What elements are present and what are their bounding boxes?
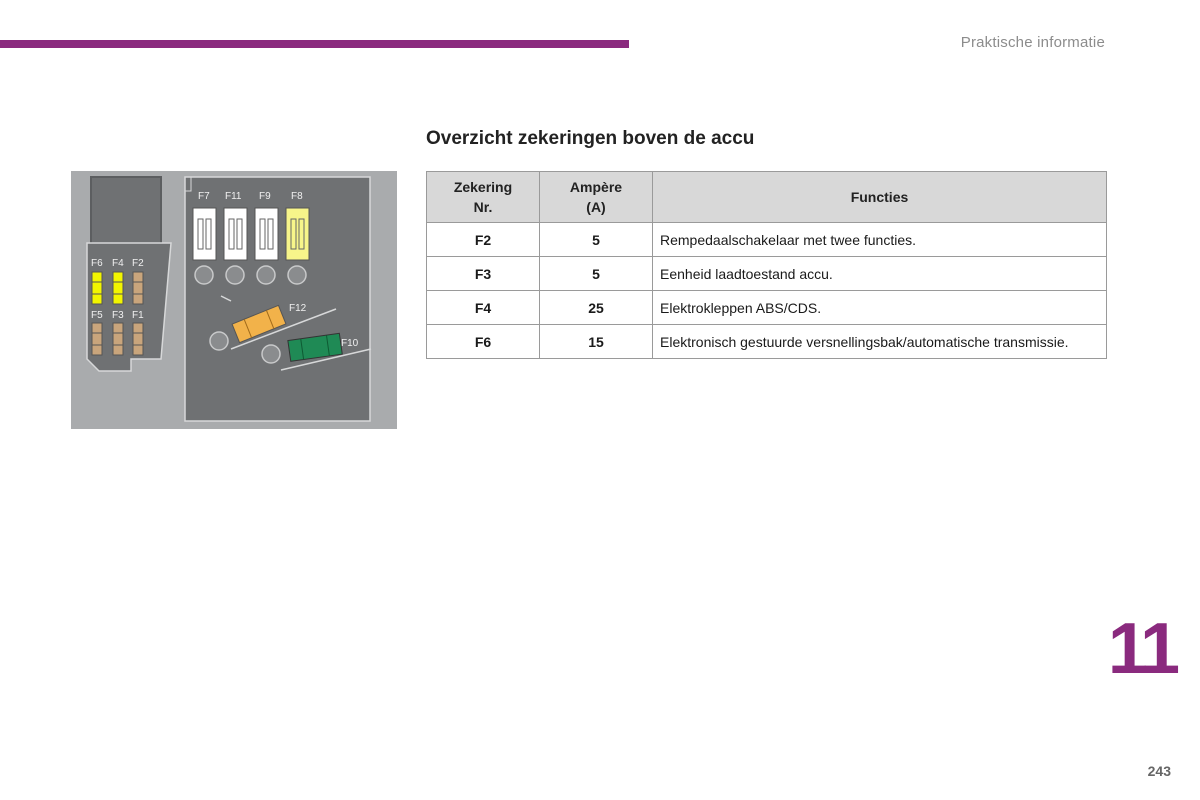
header-fuse-nr-line2: Nr. <box>473 199 493 215</box>
fuse-f1 <box>133 323 143 355</box>
label-f5: F5 <box>91 310 103 321</box>
chapter-number: 11 <box>1107 609 1176 689</box>
function-cell: Rempedaalschakelaar met twee functies. <box>653 223 1107 257</box>
label-f11: F11 <box>225 191 242 202</box>
fuse-f8 <box>286 208 309 260</box>
header-functions: Functies <box>653 172 1107 223</box>
ampere-cell: 15 <box>540 325 653 359</box>
label-f12: F12 <box>289 303 307 314</box>
function-cell: Eenheid laadtoestand accu. <box>653 257 1107 291</box>
header-accent-bar <box>0 40 629 48</box>
fuse-nr-cell: F6 <box>427 325 540 359</box>
header-ampere-line1: Ampère <box>569 179 623 195</box>
label-f1: F1 <box>132 310 144 321</box>
fuse-nr-cell: F4 <box>427 291 540 325</box>
page-title: Overzicht zekeringen boven de accu <box>426 128 755 149</box>
fuse-f3 <box>113 323 123 355</box>
fuse-f4 <box>113 272 123 304</box>
table-row <box>427 223 1107 257</box>
header-ampere-line2: (A) <box>586 199 606 215</box>
table-header-row <box>427 172 1107 223</box>
label-f8: F8 <box>291 191 303 202</box>
table-row <box>427 291 1107 325</box>
function-cell: Elektrokleppen ABS/CDS. <box>653 291 1107 325</box>
fuse-f5 <box>92 323 102 355</box>
label-f7: F7 <box>198 191 210 202</box>
fuse-f9 <box>255 208 278 260</box>
page-number: 243 <box>1147 763 1171 779</box>
fuse-f7 <box>193 208 216 260</box>
fuse-nr-cell: F3 <box>427 257 540 291</box>
fuse-nr-cell: F2 <box>427 223 540 257</box>
ampere-cell: 5 <box>540 223 653 257</box>
fuse-table <box>426 171 1107 359</box>
label-f4: F4 <box>112 258 124 269</box>
function-cell: Elektronisch gestuurde versnellingsbak/automatische transmissie. <box>653 325 1107 359</box>
header-fuse-nr <box>427 172 540 223</box>
fuse-box-diagram <box>71 171 397 429</box>
table-row <box>427 325 1107 359</box>
label-f9: F9 <box>259 191 271 202</box>
blank-block <box>91 177 161 247</box>
header-fuse-nr-line1: Zekering <box>453 179 513 195</box>
ampere-cell: 25 <box>540 291 653 325</box>
fuse-f2 <box>133 272 143 304</box>
section-title: Praktische informatie <box>960 34 1105 51</box>
ampere-cell: 5 <box>540 257 653 291</box>
label-f6: F6 <box>91 258 103 269</box>
label-f3: F3 <box>112 310 124 321</box>
label-f10: F10 <box>341 338 359 349</box>
label-f2: F2 <box>132 258 144 269</box>
header-ampere <box>540 172 653 223</box>
fuse-f6 <box>92 272 102 304</box>
table-row <box>427 257 1107 291</box>
fuse-f11 <box>224 208 247 260</box>
